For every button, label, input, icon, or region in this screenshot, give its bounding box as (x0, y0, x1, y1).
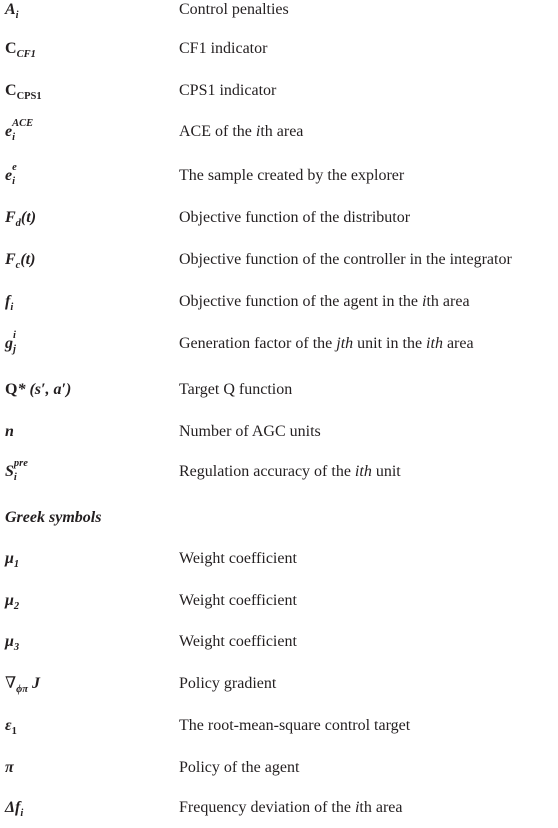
nomenclature-row (0, 674, 558, 704)
symbol: Q* (s′, a′) (5, 381, 72, 398)
description: ACE of the ith area (179, 123, 304, 140)
symbol: $A_i$ (5, 1, 19, 21)
symbol: e e i (5, 162, 17, 187)
symbol: $\mu_3$ (5, 633, 20, 653)
nomenclature-row (0, 549, 558, 579)
symbol: $\mu_1$ (5, 550, 20, 570)
description: Target Q function (179, 381, 293, 398)
description: The sample created by the explorer (179, 167, 405, 184)
nomenclature-row (0, 591, 558, 621)
symbol: e ACE i (5, 118, 34, 143)
description: Regulation accuracy of the ith unit (179, 463, 401, 480)
nomenclature-row (0, 118, 558, 152)
description: Objective function of the controller in the integrator (179, 251, 512, 268)
symbol: $C_{CPS1}$ (5, 82, 42, 102)
description: Policy gradient (179, 675, 277, 692)
nomenclature-row (0, 250, 558, 280)
nomenclature-row (0, 0, 558, 30)
nomenclature-row (0, 39, 558, 69)
symbol: $\mu_2$ (5, 592, 20, 612)
nomenclature-row (0, 162, 558, 196)
description: Control penalties (179, 1, 289, 18)
symbol: $\Delta f_i$ (5, 799, 24, 819)
symbol: π (5, 759, 14, 776)
symbol: g i j (5, 330, 16, 355)
nomenclature-row (0, 758, 558, 788)
nomenclature-row (0, 208, 558, 238)
description: CF1 indicator (179, 40, 268, 57)
description: Objective function of the agent in the ith area (179, 293, 470, 310)
symbol: S pre i (5, 458, 28, 483)
symbol: $C_{CF1}$ (5, 40, 36, 60)
description: The root-mean-square control target (179, 717, 411, 734)
description: Weight coefficient (179, 550, 297, 567)
nomenclature-row (0, 422, 558, 452)
description: Policy of the agent (179, 759, 300, 776)
nomenclature-row (0, 81, 558, 111)
nomenclature-row (0, 458, 558, 492)
description: Weight coefficient (179, 633, 297, 650)
symbol: $\varepsilon_1$ (5, 717, 17, 737)
nomenclature-row (0, 292, 558, 322)
description: Generation factor of the jth unit in the ith area (179, 335, 474, 352)
symbol: n (5, 423, 14, 440)
description: Objective function of the distributor (179, 209, 411, 226)
symbol: $\nabla_{\phi\pi}$ J (5, 675, 40, 695)
description: Weight coefficient (179, 592, 297, 609)
description: Number of AGC units (179, 423, 321, 440)
description: Frequency deviation of the ith area (179, 799, 403, 816)
nomenclature-row (0, 716, 558, 746)
nomenclature-row (0, 632, 558, 662)
symbol: $F_c(t)$ (5, 251, 36, 271)
description: CPS1 indicator (179, 82, 277, 99)
nomenclature-row (0, 798, 558, 828)
section-heading: Greek symbols (5, 509, 102, 526)
symbol: $F_d(t)$ (5, 209, 37, 229)
nomenclature-row (0, 380, 558, 410)
symbol: $f_i$ (5, 293, 14, 313)
nomenclature-row (0, 330, 558, 364)
